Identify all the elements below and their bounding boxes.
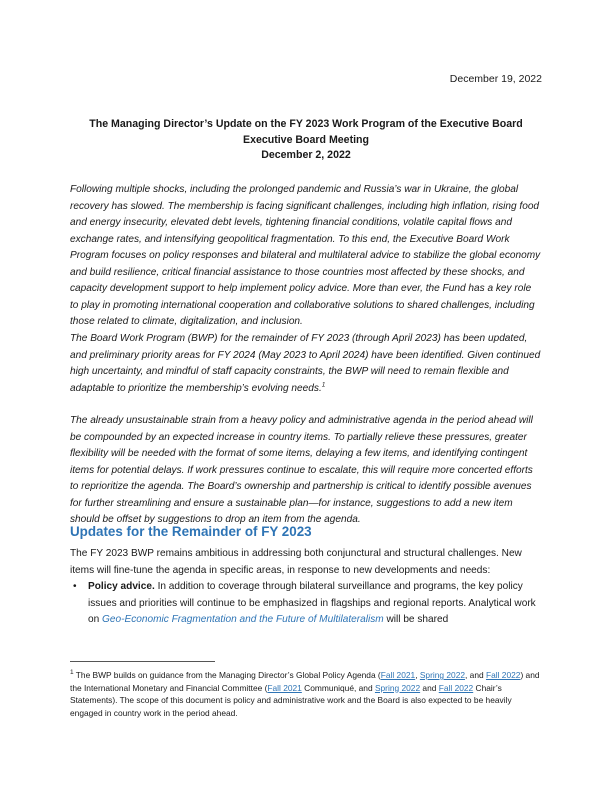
- bullet-body-1: In addition to coverage through bilateral surveillance and programs, the key policy issues and priorities will continue to be emphasized in flagships and regional reports. Analytical work on: [88, 581, 536, 626]
- imfc-fall-2022-link[interactable]: Fall 2022: [438, 682, 474, 693]
- footnote-divider: [70, 661, 215, 662]
- section-heading: Updates for the Remainder of FY 2023: [70, 524, 312, 539]
- imfc-fall-2021-link[interactable]: Fall 2021: [267, 682, 302, 693]
- policy-advice-bullet: [70, 579, 542, 629]
- updates-paragraph: The FY 2023 BWP remains ambitious in addressing both conjunctural and structural challenges. New items will fine-tune the agenda in specific areas, in response to new developments and needs:: [70, 548, 522, 576]
- bwp-paragraph: [70, 331, 542, 397]
- footnote-text: Communiqué, and: [301, 682, 375, 693]
- bullet-body-2: will be shared: [383, 614, 449, 626]
- meeting-date: December 2, 2022: [261, 149, 351, 161]
- footnote-text: and: [420, 682, 439, 693]
- footnote-ref[interactable]: 1: [321, 381, 326, 389]
- footnote-text: , and: [465, 670, 486, 680]
- title-block: [70, 117, 542, 164]
- document-date: December 19, 2022: [449, 73, 542, 85]
- footnote-text: ,: [415, 670, 420, 680]
- gpa-fall-2021-link[interactable]: Fall 2021: [380, 670, 416, 680]
- strain-paragraph: The already unsustainable strain from a heavy policy and administrative agenda in the period ahead will be compounded by an expected increase in country items. To partially relieve these pressures, greater flexibility will be needed with the format of some items, delaying a few items, and identifying contingent items for potential delays. If work pressures continue to escalate, this will require more concerted efforts to reprioritize the agenda. The Board’s ownership and partnership is critical to identify possible avenues for further streamlining and ensure a sustainable plan—for instance, suggestions to add a new item should be offset by suggestions to drop an item from the agenda.: [70, 415, 533, 525]
- intro-paragraph: Following multiple shocks, including the prolonged pandemic and Russia’s war in Ukraine, the global recovery has slowed. The membership is facing significant challenges, including high inflation, rising food and energy insecurity, elevated debt levels, tightening financial conditions, volatile capital flows and exchange rates, and intensifying geopolitical fragmentation. To this end, the Executive Board Work Program focuses on policy responses and bilateral and multilateral advice to stabilize the global economy and build resilience, critical financial assistance to those countries most affected by these shocks, and capacity development support to help implement policy advice. More than ever, the Fund has a key role to play in promoting international cooperation and collaborative solutions to shared challenges, including those related to climate, digitalization, and inclusion.: [70, 184, 541, 327]
- geo-economic-fragmentation-link[interactable]: Geo-Economic Fragmentation and the Future of Multilateralism: [102, 614, 384, 626]
- bullet-label: Policy advice.: [88, 581, 155, 592]
- bullet-text: [88, 579, 542, 629]
- gpa-spring-2022-link[interactable]: Spring 2022: [419, 670, 466, 680]
- footnote-text: The BWP builds on guidance from the Managing Director’s Global Policy Agenda (: [73, 670, 381, 680]
- gpa-fall-2022-link[interactable]: Fall 2022: [485, 670, 521, 680]
- footnote: [70, 669, 542, 719]
- footnote-number: 1: [70, 669, 74, 677]
- bullet-marker: •: [73, 581, 77, 592]
- document-title: The Managing Director’s Update on the FY 2023 Work Program of the Executive Board: [89, 118, 523, 130]
- bwp-paragraph-text: The Board Work Program (BWP) for the remainder of FY 2023 (through April 2023) has been updated, and preliminary priority areas for FY 2024 (May 2023 to April 2024) have been identified. Given continued high uncertainty, and mindful of staff capacity constraints, the BWP will need to remain flexible and adaptable to prioritize the membership’s evolving needs.: [70, 333, 541, 394]
- footnote-text: Chair’s Statements). The scope of this document is policy and administrative work and the Board is also expected to be heavily engaged in country work in the period ahead.: [70, 682, 512, 718]
- imfc-spring-2022-link[interactable]: Spring 2022: [374, 682, 421, 693]
- meeting-label: Executive Board Meeting: [243, 133, 369, 146]
- footnote-text: ) and the International Monetary and Financial Committee (: [70, 670, 540, 693]
